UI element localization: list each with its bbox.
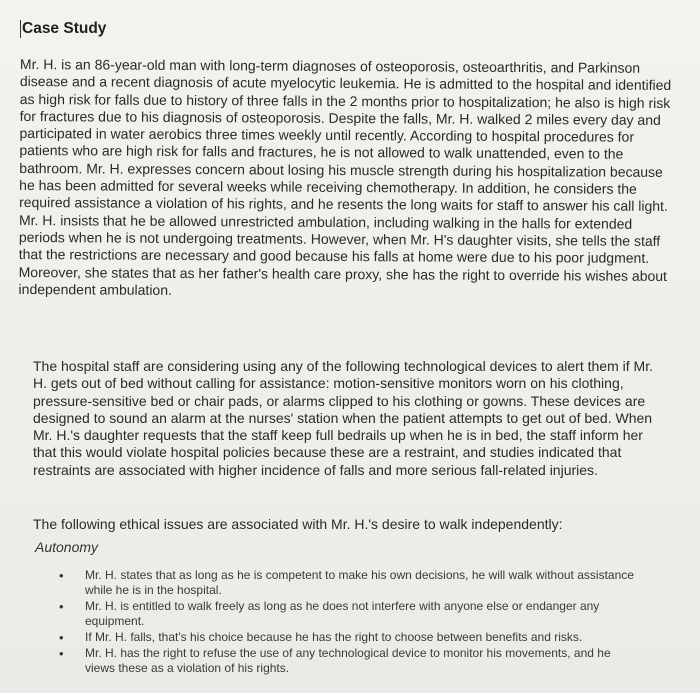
page-title: Case Study [22, 20, 107, 37]
section-heading-autonomy: Autonomy [35, 539, 99, 555]
case-paragraph-1: Mr. H. is an 86-year-old man with long-term diagnoses of osteoporosis, osteoarthritis, and Parkinson disease and a recent diagnosis of acute myelocytic leukemia. He is admitted to the hospital and identified as high risk for falls due to history of three falls in the 2 months prior to hospitalization; he also is high risk for fractures due to his diagnosis of osteoporosis. Despite the falls, Mr. H. walked 2 miles every day and participated in water aerobics three times weekly until recently. According to hospital procedures for patients who are high risk for falls and fractures, he is not allowed to walk unattended, even to the bathroom. Mr. H. expresses concern about losing his muscle strength during his hospitalization because he has been admitted for several weeks while receiving chemotherapy. In addition, he considers the required assistance a violation of his rights, and he resents the long waits for staff to answer his call light. Mr. H. insists that he be allowed unrestricted ambulation, including walking in the halls for extended periods when he is not undergoing treatments. However, when Mr. H's daughter visits, she tells the staff that the restrictions are necessary and good because his falls at home were due to his poor judgment. Moreover, she states that as her father's health care proxy, she has the right to override his wishes about independent ambulation. [18, 56, 672, 298]
case-paragraph-2: The hospital staff are considering using any of the following technological devices to alert them if Mr. H. gets out of bed without calling for assistance: motion-sensitive monitors worn on his clothing, pressure-sensitive bed or chair pads, or alarms clipped to his clothing or gowns. These devices are designed to sound an alarm at the nurses' station when the patient attempts to get out of bed. When Mr. H.'s daughter requests that the staff keep full bedrails up when he is in bed, the staff inform her that this would violate hospital policies because these are a restraint, and studies indicated that restraints are associated with higher incidence of falls and more serious fall-related injuries. [33, 358, 653, 478]
list-item: • Mr. H. is entitled to walk freely as long as he does not interfere with anyone else or endanger any equipment. [59, 599, 639, 629]
ethical-issues-intro: The following ethical issues are associated with Mr. H.'s desire to walk independently: [33, 516, 563, 532]
autonomy-bullet-list [59, 568, 639, 677]
list-item: • Mr. H. has the right to refuse the use of any technological device to monitor his movements, and he views these as a violation of his rights. [59, 646, 639, 676]
list-item: • If Mr. H. falls, that's his choice because he has the right to choose between benefits and risks. [59, 630, 639, 645]
list-item: • Mr. H. states that as long as he is competent to make his own decisions, he will walk without assistance while he is in the hospital. [59, 568, 639, 598]
